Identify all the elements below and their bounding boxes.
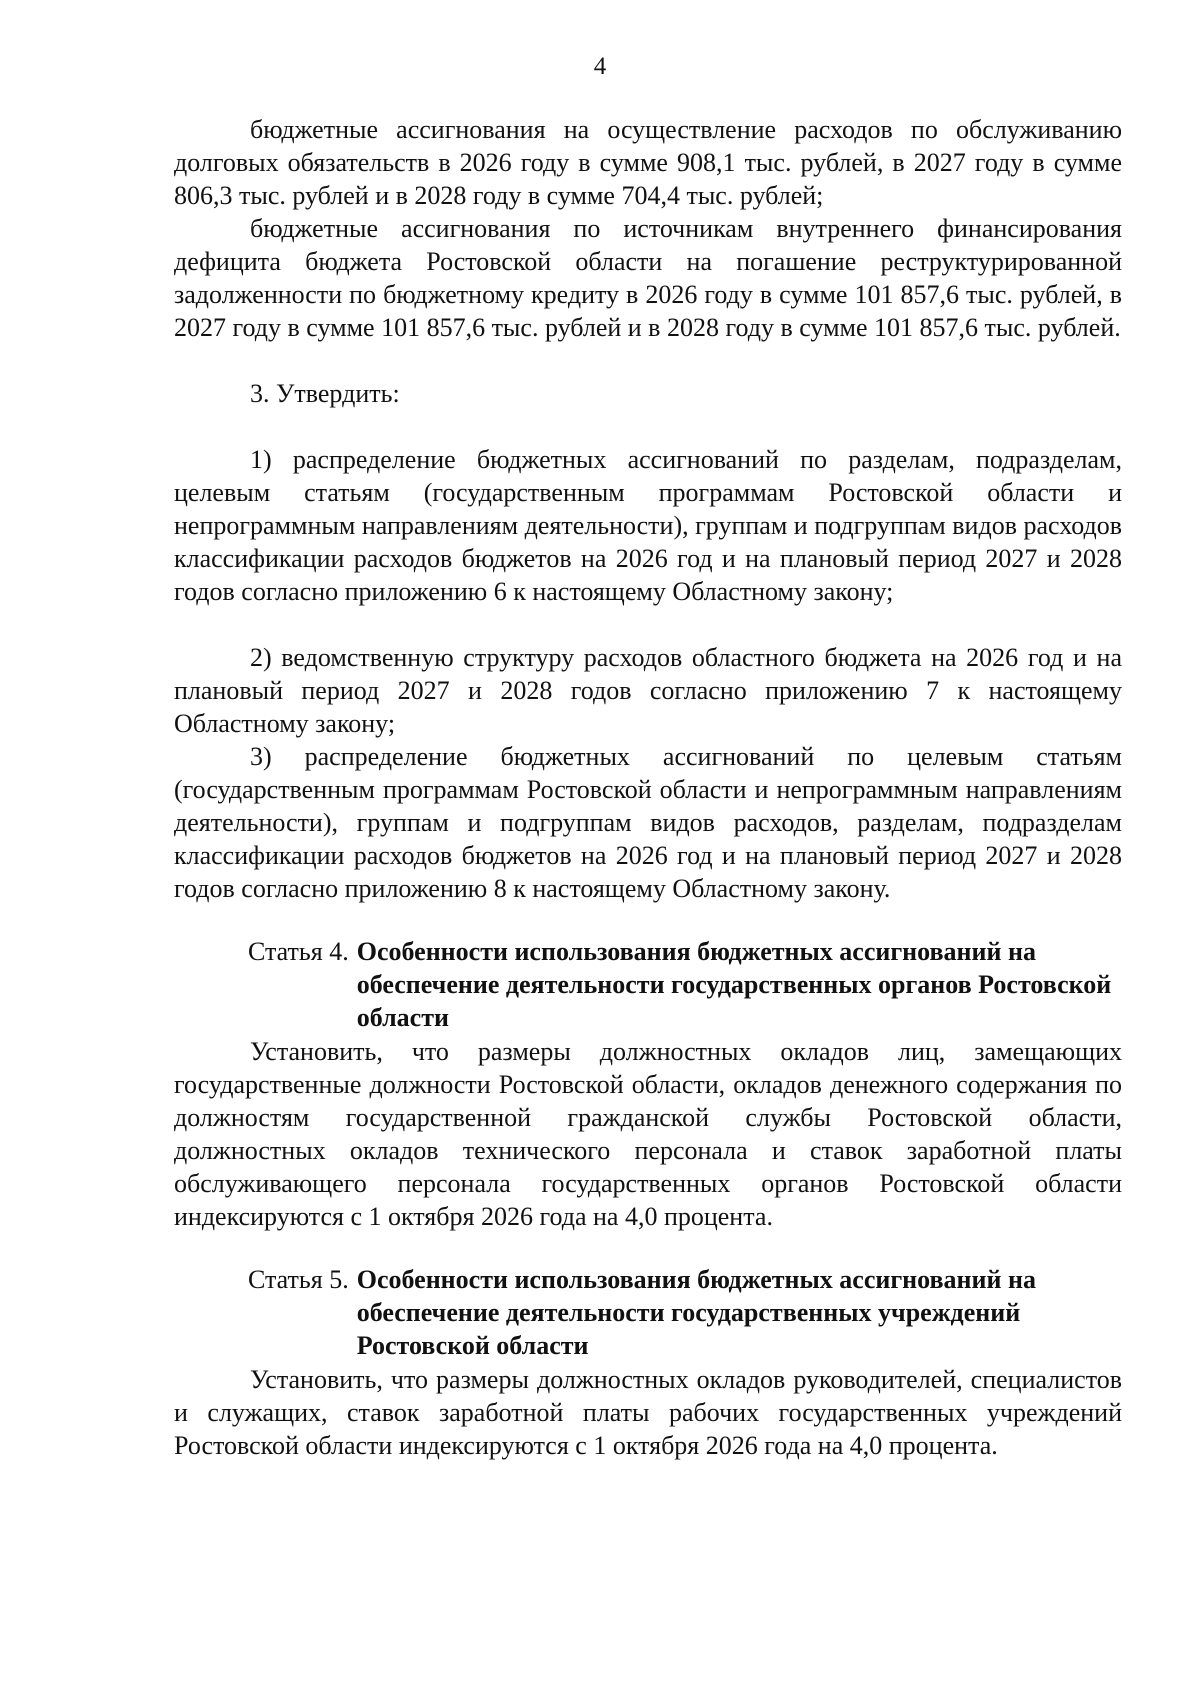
article-5-prefix: Статья 5. (248, 1265, 349, 1294)
paragraph-debt-sources (174, 212, 1122, 344)
paragraph: бюджетные ассигнования по источникам внутреннего финансирования дефицита бюджета Ростовской области на погашение реструктурированной задолженности по бюджетному кредиту в 2026 году в сумме 101 857,6 тыс. рублей, в 2027 году в сумме 101 857,6 тыс. рублей и в 2028 году в сумме 101 857,6 тыс. рублей. (174, 214, 1122, 342)
paragraph: Установить, что размеры должностных окладов лиц, замещающих государственные должности Ростовской области, окладов денежного содержания по должностям государственной гражданской службы Ростовской области, должностных окладов технического персонала и ставок заработной платы обслуживающего персонала государственных органов Ростовской области индексируются с 1 октября 2026 года на 4,0 процента. (174, 1037, 1122, 1231)
paragraph: 1) распределение бюджетных ассигнований по разделам, подразделам, целевым статьям (государственным программам Ростовской области и непрограммным направлениям деятельности), группам и подгруппам видов расходов классификации расходов бюджетов на 2026 год и на плановый период 2027 и 2028 годов согласно приложению 6 к настоящему Областному закону; (174, 445, 1122, 606)
article-4-title: Особенности использования бюджетных ассигнований на обеспечение деятельности государственных органов Ростовской области (356, 937, 1112, 1032)
article-5-body (174, 1363, 1122, 1462)
page-number: 4 (593, 53, 607, 80)
paragraph: 3. Утвердить: (250, 379, 400, 408)
article-5-title: Особенности использования бюджетных ассигнований на обеспечение деятельности государственных учреждений Ростовской области (356, 1265, 1036, 1360)
paragraph: Установить, что размеры должностных окладов руководителей, специалистов и служащих, ставок заработной платы рабочих государственных учреждений Ростовской области индексируются с 1 октября 2026 года на 4,0 процента. (174, 1365, 1122, 1460)
paragraph-debt-service (174, 113, 1122, 212)
article-4-body (174, 1035, 1122, 1233)
paragraph: бюджетные ассигнования на осуществление расходов по обслуживанию долговых обязательств в 2026 году в сумме 908,1 тыс. рублей, в 2027 году в сумме 806,3 тыс. рублей и в 2028 году в сумме 704,4 тыс. рублей; (174, 115, 1122, 210)
article-4-prefix: Статья 4. (248, 937, 349, 966)
article-4-heading (248, 935, 1118, 1034)
paragraph-item-3 (174, 740, 1122, 905)
paragraph-item-2 (174, 641, 1122, 740)
paragraph-approve (174, 377, 1122, 410)
article-5-heading (248, 1263, 1118, 1362)
paragraph: 2) ведомственную структуру расходов областного бюджета на 2026 год и на плановый период 2027 и 2028 годов согласно приложению 7 к настоящему Областному закону; (174, 643, 1122, 738)
paragraph: 3) распределение бюджетных ассигнований по целевым статьям (государственным программам Ростовской области и непрограммным направлениям деятельности), группам и подгруппам видов расходов, разделам, подразделам классификации расходов бюджетов на 2026 год и на плановый период 2027 и 2028 годов согласно приложению 8 к настоящему Областному закону. (174, 742, 1122, 903)
paragraph-item-1 (174, 443, 1122, 608)
